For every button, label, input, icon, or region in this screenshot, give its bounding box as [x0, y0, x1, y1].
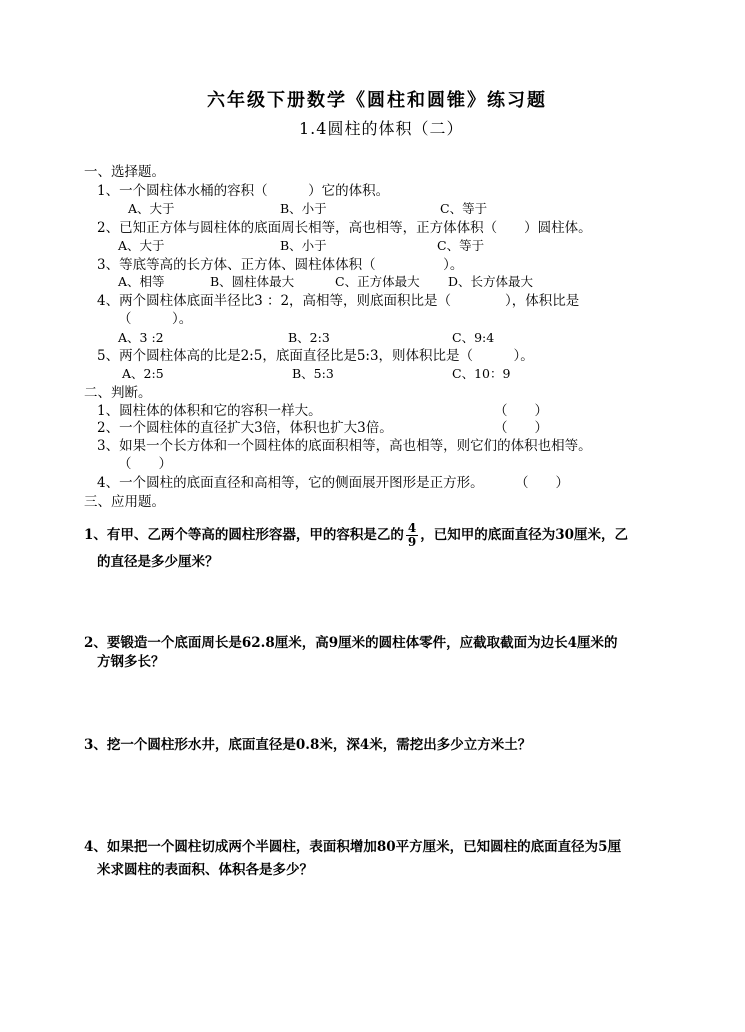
choice-q3: 3、等底等高的长方体、正方体、圆柱体体积（ ）。 — [97, 257, 464, 273]
application-q3-line1: 3、挖一个圆柱形水井，底面直径是0.8米，深4米，需挖出多少立方米土？ — [84, 737, 532, 753]
application-q1-text-b: ，已知甲的底面直径为30厘米，乙 — [420, 527, 629, 543]
choice-q5-option-b: B、5:3 — [292, 366, 334, 381]
section-heading-choice: 一、选择题。 — [84, 164, 165, 180]
section-heading-application: 三、应用题。 — [84, 494, 165, 510]
page-subtitle: 1.4圆柱的体积（二） — [299, 119, 464, 138]
choice-q2-option-c: C、等于 — [437, 238, 485, 253]
choice-q5-option-c: C、10：9 — [452, 366, 511, 381]
judge-q1: 1、圆柱体的体积和它的容积一样大。 — [97, 403, 322, 419]
application-q1-line2: 的直径是多少厘米？ — [97, 554, 219, 570]
application-q4-line2: 米求圆柱的表面积、体积各是多少？ — [97, 862, 313, 878]
choice-q4: 4、两个圆柱体底面半径比3 ：2，高相等，则底面积比是（ ），体积比是 — [97, 293, 580, 309]
choice-q5: 5、两个圆柱体高的比是2:5，底面直径比是5:3，则体积比是（ ）。 — [97, 348, 534, 364]
choice-q4-option-b: B、2:3 — [288, 330, 330, 345]
application-q4-line1: 4、如果把一个圆柱切成两个半圆柱，表面积增加80平方厘米，已知圆柱的底面直径为5厘 — [84, 839, 622, 855]
judge-q4: 4、一个圆柱的底面直径和高相等，它的侧面展开图形是正方形。 — [97, 475, 484, 491]
section-heading-judge: 二、判断。 — [84, 385, 152, 401]
choice-q2: 2、已知正方体与圆柱体的底面周长相等，高也相等，正方体体积（ ）圆柱体。 — [97, 220, 592, 236]
judge-q3-blank: （ ） — [118, 456, 172, 472]
fraction-four-ninths — [406, 522, 418, 549]
choice-q2-option-b: B、小于 — [280, 238, 327, 253]
choice-q3-option-d: D、长方体最大 — [448, 274, 534, 289]
choice-q4-continued: （ ）。 — [118, 311, 193, 327]
choice-q1-option-b: B、小于 — [280, 201, 327, 216]
application-q1-line1 — [84, 522, 628, 549]
choice-q3-option-b: B、圆柱体最大 — [210, 274, 295, 289]
choice-q4-option-a: A、3 :2 — [118, 330, 164, 345]
choice-q1-option-a: A、大于 — [128, 201, 175, 216]
judge-q3: 3、如果一个长方体和一个圆柱体的底面积相等，高也相等，则它们的体积也相等。 — [97, 438, 592, 454]
application-q1-text-a: 1、有甲、乙两个等高的圆柱形容器，甲的容积是乙的 — [84, 527, 404, 543]
judge-q2-blank: （ ） — [494, 420, 548, 436]
application-q2-line2: 方钢多长？ — [97, 654, 165, 670]
fraction-numerator: 4 — [407, 521, 417, 535]
choice-q4-option-c: C、9:4 — [452, 330, 495, 345]
choice-q3-option-c: C、正方体最大 — [335, 274, 420, 289]
choice-q5-option-a: A、2:5 — [122, 366, 164, 381]
judge-q2: 2、一个圆柱体的直径扩大3倍，体积也扩大3倍。 — [97, 420, 393, 436]
page-title: 六年级下册数学《圆柱和圆锥》练习题 — [207, 90, 547, 111]
choice-q1-option-c: C、等于 — [440, 201, 488, 216]
application-q2-line1: 2、要锻造一个底面周长是62.8厘米，高9厘米的圆柱体零件，应截取截面为边长4厘米的 — [84, 635, 618, 651]
choice-q3-option-a: A、相等 — [118, 274, 165, 289]
judge-q1-blank: （ ） — [494, 403, 548, 419]
choice-q1: 1、一个圆柱体水桶的容积（ ）它的体积。 — [97, 183, 390, 199]
judge-q4-blank: （ ） — [515, 475, 569, 491]
fraction-denominator: 9 — [407, 535, 417, 549]
choice-q2-option-a: A、大于 — [118, 238, 165, 253]
